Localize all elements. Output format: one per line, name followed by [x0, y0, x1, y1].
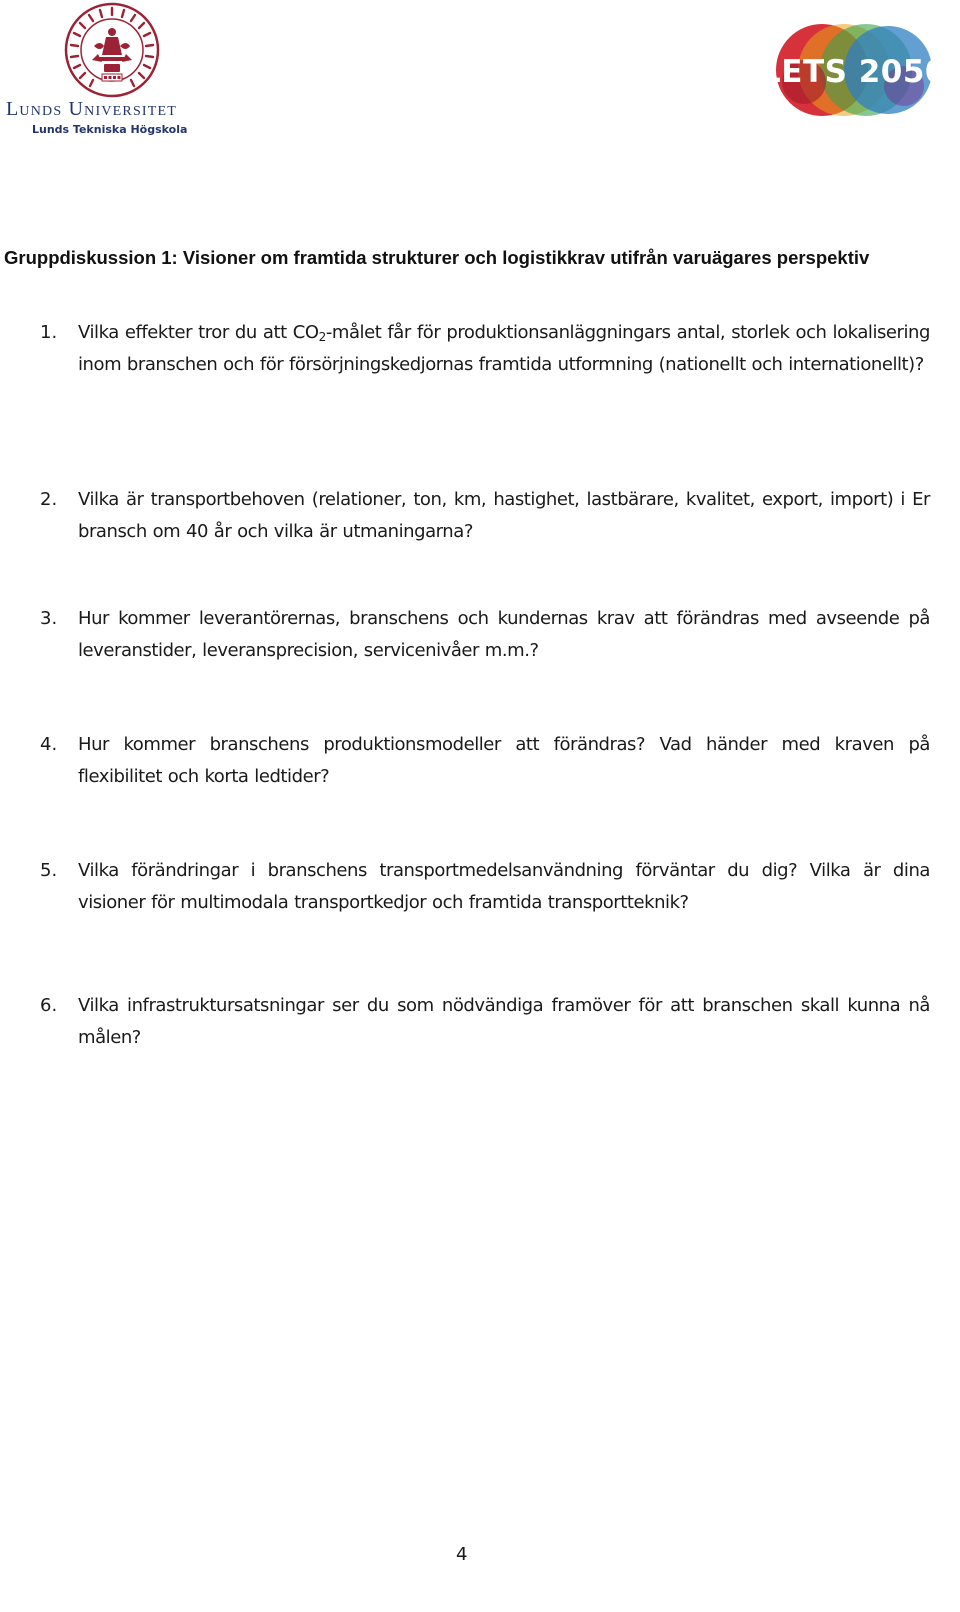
subscript-two: 2 [318, 330, 326, 344]
question-text: Hur kommer leverantörernas, branschens och kundernas krav att förändras med avseende på leveranstider, leveransprecision, servicenivåer m.m.? [78, 608, 930, 661]
question-item [40, 855, 930, 919]
question-number: 3. [40, 608, 58, 629]
question-item [40, 729, 930, 793]
question-text: Vilka effekter tror du att $CO_2$-målet får för produktionsanläggningars antal, storlek och lokalisering inom branschen och för försörjningskedjornas framtida utformning (nationellt och internationellt)? [78, 322, 930, 375]
lets-2050-logo [761, 22, 947, 118]
question-item [40, 603, 930, 667]
question-number: 6. [40, 995, 58, 1016]
document-title: Gruppdiskussion 1: Visioner om framtida strukturer och logistikkrav utifrån varuägares perspektiv [4, 247, 870, 268]
lets-logo-text: LETS 2050 [761, 54, 947, 90]
question-text: Hur kommer branschens produktionsmodeller att förändras? Vad händer med kraven på flexibilitet och korta ledtider? [78, 734, 930, 787]
question-item [40, 990, 930, 1054]
university-name: Lunds Universitet [6, 98, 178, 120]
question-item [40, 484, 930, 548]
university-seal-icon [64, 2, 160, 98]
page-number: 4 [456, 1544, 468, 1565]
question-text: Vilka förändringar i branschens transportmedelsanvändning förväntar du dig? Vilka är dina visioner för multimodala transportkedjor och framtida transportteknik? [78, 860, 930, 913]
university-faculty: Lunds Tekniska Högskola [32, 123, 188, 136]
question-number: 5. [40, 860, 58, 881]
question-text: Vilka infrastruktursatsningar ser du som nödvändiga framöver för att branschen skall kunna nå målen? [78, 995, 930, 1048]
question-number: 1. [40, 322, 58, 343]
question-item [40, 317, 930, 381]
lund-university-logo [6, 2, 216, 142]
question-text: Vilka är transportbehoven (relationer, ton, km, hastighet, lastbärare, kvalitet, export, import) i Er bransch om 40 år och vilka är utmaningarna? [78, 489, 930, 542]
question-number: 4. [40, 734, 58, 755]
question-number: 2. [40, 489, 58, 510]
